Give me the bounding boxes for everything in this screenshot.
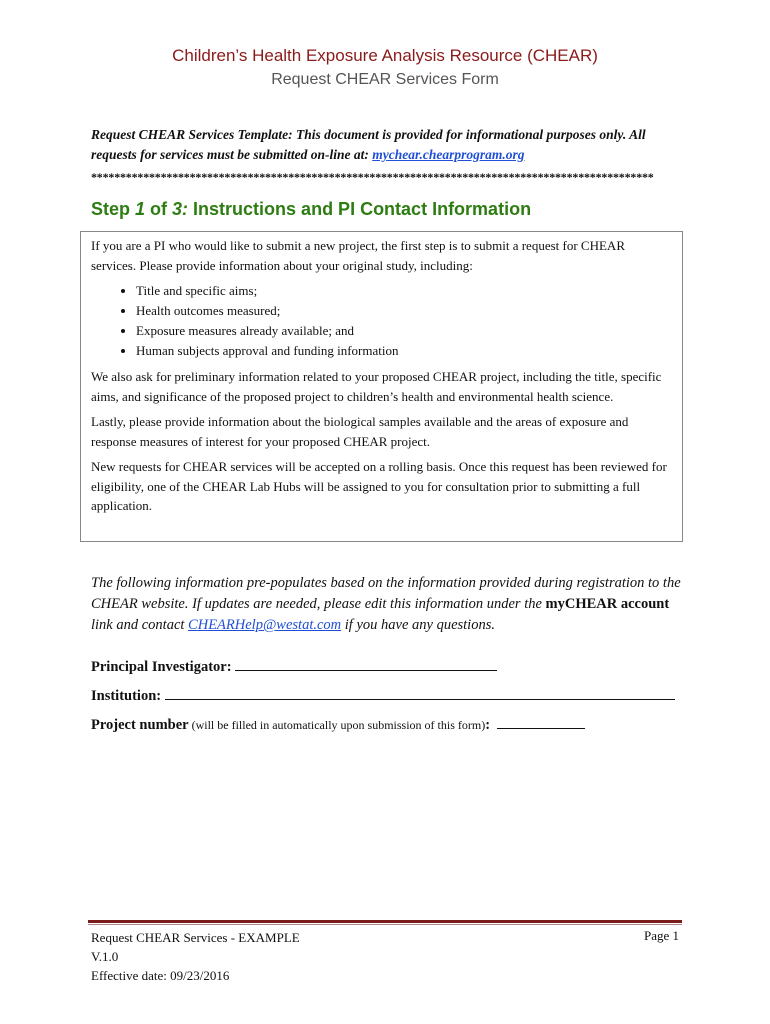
list-item: • Human subjects approval and funding information — [136, 341, 672, 361]
list-item: • Title and specific aims; — [136, 281, 672, 301]
mychear-account-label: myCHEAR account — [545, 596, 670, 612]
footer-doc-name: Request CHEAR Services - EXAMPLE — [91, 930, 300, 945]
institution-input-line[interactable] — [165, 698, 675, 700]
list-item: • Exposure measures already available; and — [136, 321, 672, 341]
prepopulate-note — [91, 573, 691, 636]
footer-rule — [88, 920, 682, 923]
instructions-box — [80, 231, 683, 542]
document-subtitle: Request CHEAR Services Form — [271, 71, 499, 88]
project-number-note: (will be filled in automatically upon submission of this form) — [188, 718, 486, 732]
step-number: 1 — [135, 199, 146, 219]
help-email-link[interactable]: CHEARHelp@westat.com — [188, 617, 342, 633]
project-number-field — [91, 717, 585, 734]
footer-info — [91, 928, 300, 985]
step-title: Instructions and PI Contact Information — [188, 199, 532, 219]
institution-label: Institution: — [91, 688, 165, 704]
pi-input-line[interactable] — [235, 669, 497, 671]
instructions-para-3: Lastly, please provide information about the biological samples available and the areas of exposure and response measures of interest for your proposed CHEAR project. — [91, 414, 629, 449]
instructions-para-4: New requests for CHEAR services will be accepted on a rolling basis. Once this request has been reviewed for eligibility, one of the CHEAR Lab Hubs will be assigned to you for consultation prior to submitting a full application. — [91, 459, 667, 513]
footer-rule-thin — [88, 924, 682, 925]
study-info-list — [91, 281, 672, 361]
prepop-text-2: link and contact — [91, 617, 189, 633]
project-number-input-line — [497, 727, 585, 729]
prepop-text-3: if you have any questions. — [341, 617, 495, 633]
page-number: Page 1 — [643, 928, 679, 943]
institution-field — [91, 688, 675, 705]
step-heading — [91, 199, 531, 220]
project-number-colon: : — [485, 717, 491, 733]
separator-stars: ************************************************************************************************* — [91, 170, 654, 184]
step-prefix: Step — [91, 199, 136, 219]
step-of: of — [145, 199, 173, 219]
notice-text: Request CHEAR Services Template: This document is provided for informational purposes only. All requests for services must be submitted on-line at: — [91, 127, 646, 162]
footer-effective-date: Effective date: 09/23/2016 — [91, 968, 230, 983]
list-item: • Health outcomes measured; — [136, 301, 672, 321]
project-number-label: Project number — [91, 717, 189, 733]
step-total: 3: — [172, 199, 189, 219]
instructions-intro: If you are a PI who would like to submit a new project, the first step is to submit a request for CHEAR services. Please provide information about your original study, including: — [91, 238, 625, 273]
prepop-text-1: The following information pre-populates based on the information provided during registration to the CHEAR website. If updates are needed, please edit this information under the — [91, 575, 681, 612]
document-title: Children’s Health Exposure Analysis Resource (CHEAR) — [172, 46, 598, 65]
pi-label: Principal Investigator: — [91, 659, 236, 675]
mychear-link[interactable]: mychear.chearprogram.org — [372, 147, 525, 162]
template-notice — [91, 125, 691, 165]
footer-version: V.1.0 — [91, 949, 119, 964]
pi-field — [91, 659, 497, 676]
instructions-para-2: We also ask for preliminary information related to your proposed CHEAR project, including the title, specific aims, and significance of the proposed project to children’s health and environmental health science. — [91, 369, 662, 404]
